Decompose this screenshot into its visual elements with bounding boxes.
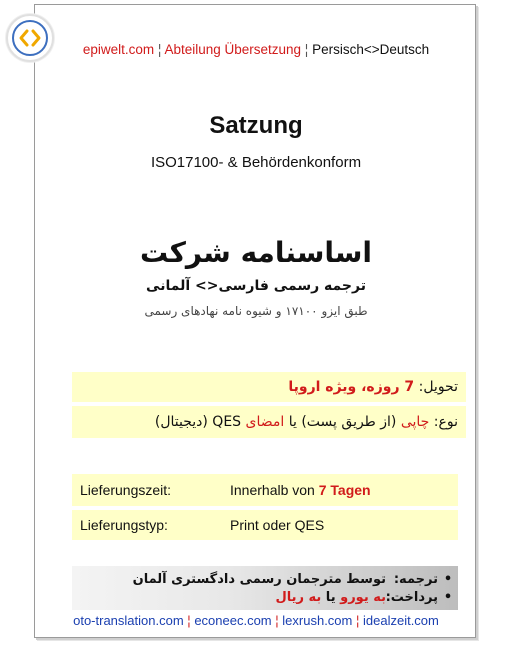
persian-delivery-box [72,372,466,402]
service-translation-row [133,571,458,589]
header-separator: ¦ [157,42,162,57]
delivery-type-label: Lieferungstyp: [80,517,168,533]
document-title: Satzung [209,112,303,139]
persian-type-print-note: (از طریق پست) یا [284,414,401,430]
footer-separator: ¦ [187,613,191,628]
service-translation-value: توسط مترجمان رسمی دادگستری آلمان [132,572,386,587]
persian-delivery-label: تحویل: [414,379,458,395]
persian-type-print: چاپی [400,414,430,430]
footer-links [36,613,476,628]
persian-subtitle: ترجمه رسمی فارسی<> آلمانی [146,278,366,294]
persian-type-sign: امضای [245,414,285,430]
persian-note: طبق ایزو ۱۷۱۰۰ و شیوه نامه نهادهای رسمی [144,304,368,318]
delivery-time-box [72,474,458,506]
delivery-time-value [230,474,371,506]
header [36,42,476,57]
service-payment-or: یا [321,590,341,605]
footer-separator: ¦ [275,613,279,628]
persian-type-label: نوع: [429,414,458,430]
header-language-pair: Persisch<>Deutsch [312,42,430,57]
header-separator: ¦ [304,42,309,57]
persian-delivery-value: 7 روزه، ویژه اروپا [288,379,415,395]
persian-type-sign-note: QES (دیجیتال) [154,414,246,430]
delivery-time-label: Lieferungszeit: [80,482,172,498]
service-translation-label: ترجمه: [393,572,438,587]
header-site-link[interactable]: epiwelt.com [82,42,155,57]
service-payment-euro: به یورو [340,590,386,605]
persian-title: اساسنامه شرکت [139,236,373,269]
footer-link-lexrush[interactable]: lexrush.com [282,613,353,628]
persian-type-box [72,406,466,438]
footer-link-idealzeit[interactable]: idealzeit.com [363,613,439,628]
delivery-type-box [72,510,458,540]
document-subtitle: ISO17100- & Behördenkonform [150,154,362,171]
services-box [72,566,458,610]
service-payment-row [275,589,458,607]
footer-link-oto[interactable]: oto-translation.com [73,613,184,628]
bullet-icon: • [443,590,453,605]
delivery-time-days: 7 Tagen [318,482,371,498]
service-payment-rial: به ریال [275,590,322,605]
delivery-type-value: Print oder QES [230,517,325,533]
service-payment-label: پرداخت: [385,590,438,605]
footer-link-econeec[interactable]: econeec.com [194,613,272,628]
bullet-icon: • [443,572,453,587]
delivery-time-prefix: Innerhalb von [230,482,319,498]
document-frame [34,4,476,638]
footer-separator: ¦ [355,613,360,628]
header-department-link[interactable]: Abteilung Übersetzung [164,42,302,57]
